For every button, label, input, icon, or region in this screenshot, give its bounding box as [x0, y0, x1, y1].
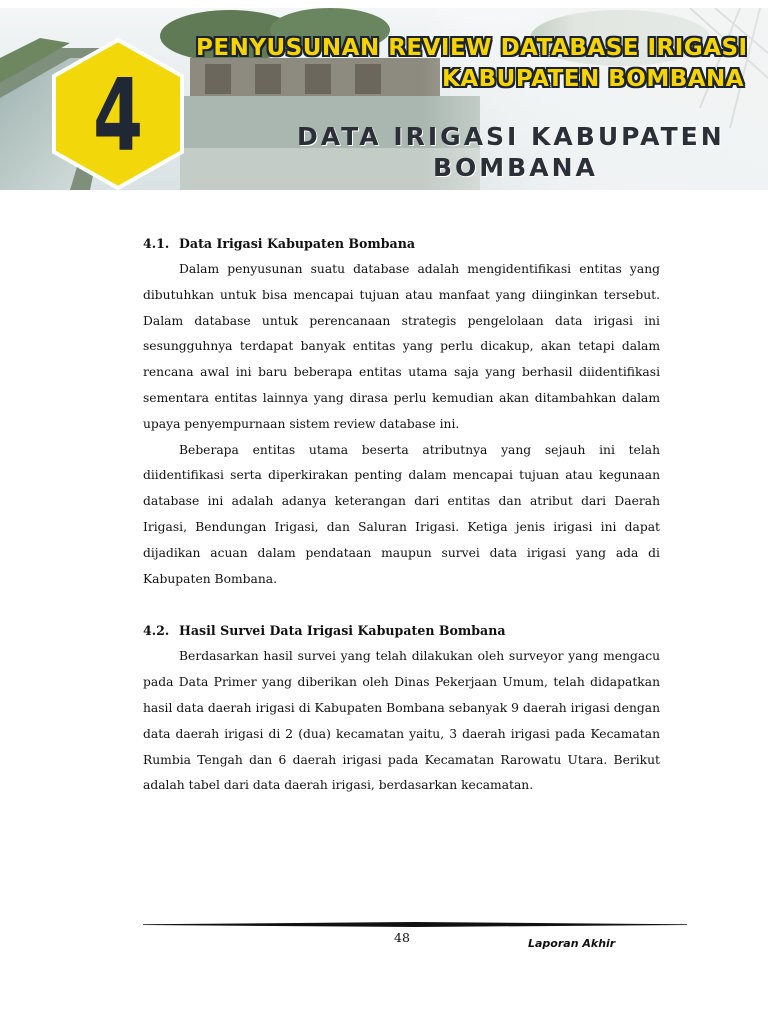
- paragraph: Beberapa entitas utama beserta atributnya yang sejauh ini telah diidentifikasi serta diperkirakan penting dalam mencapai tujuan atau kegunaan database ini adalah adanya keterangan dari entitas dan atribut dari Daerah Irigasi, Bendungan Irigasi, dan Saluran Irigasi. Ketiga jenis irigasi ini dapat dijadikan acuan dalam pendataan maupun survei data irigasi yang ada di Kabupaten Bombana.: [143, 442, 660, 586]
- footer-report-label: Laporan Akhir: [528, 937, 616, 950]
- chapter-title-line1: DATA IRIGASI KABUPATEN: [297, 122, 725, 151]
- chapter-number: 4: [92, 57, 144, 174]
- chapter-title-line2: BOMBANA: [433, 153, 598, 182]
- paragraph: Berdasarkan hasil survei yang telah dilakukan oleh surveyor yang mengacu pada Data Primer yang diberikan oleh Dinas Pekerjaan Umum, telah didapatkan hasil data daerah irigasi di Kabupaten Bombana sebanyak 9 daerah irigasi dengan data daerah irigasi di 2 (dua) kecamatan yaitu, 3 daerah irigasi pada Kecamatan Rumbia Tengah dan 6 daerah irigasi pada Kecamatan Rarowatu Utara. Berikut adalah tabel dari data daerah irigasi, berdasarkan kecamatan.: [143, 649, 660, 793]
- section-heading: [143, 618, 660, 644]
- report-title-line2: KABUPATEN BOMBANA: [442, 66, 745, 92]
- chapter-body: [143, 231, 660, 799]
- footer-divider: [143, 922, 687, 927]
- page-number: 48: [394, 930, 410, 945]
- chapter-banner: [0, 8, 768, 190]
- section-title: Data Irigasi Kabupaten Bombana: [179, 236, 416, 251]
- section-spacer: [143, 592, 660, 618]
- section-number: 4.1.: [143, 236, 170, 251]
- section-heading: [143, 231, 660, 257]
- report-title-line1: PENYUSUNAN REVIEW DATABASE IRIGASI: [196, 35, 748, 61]
- section-title: Hasil Survei Data Irigasi Kabupaten Bombana: [179, 623, 506, 639]
- paragraph: Dalam penyusunan suatu database adalah mengidentifikasi entitas yang dibutuhkan untuk bisa mencapai tujuan atau manfaat yang diinginkan tersebut. Dalam database untuk perencanaan strategis pengelolaan data irigasi ini sesungguhnya terdapat banyak entitas yang perlu dicakup, akan tetapi dalam rencana awal ini baru beberapa entitas utama saja yang berhasil diidentifikasi sementara entitas lainnya yang dirasa perlu kemudian akan ditambahkan dalam upaya penyempurnaan sistem review database ini.: [143, 262, 660, 431]
- section-number: 4.2.: [143, 623, 170, 639]
